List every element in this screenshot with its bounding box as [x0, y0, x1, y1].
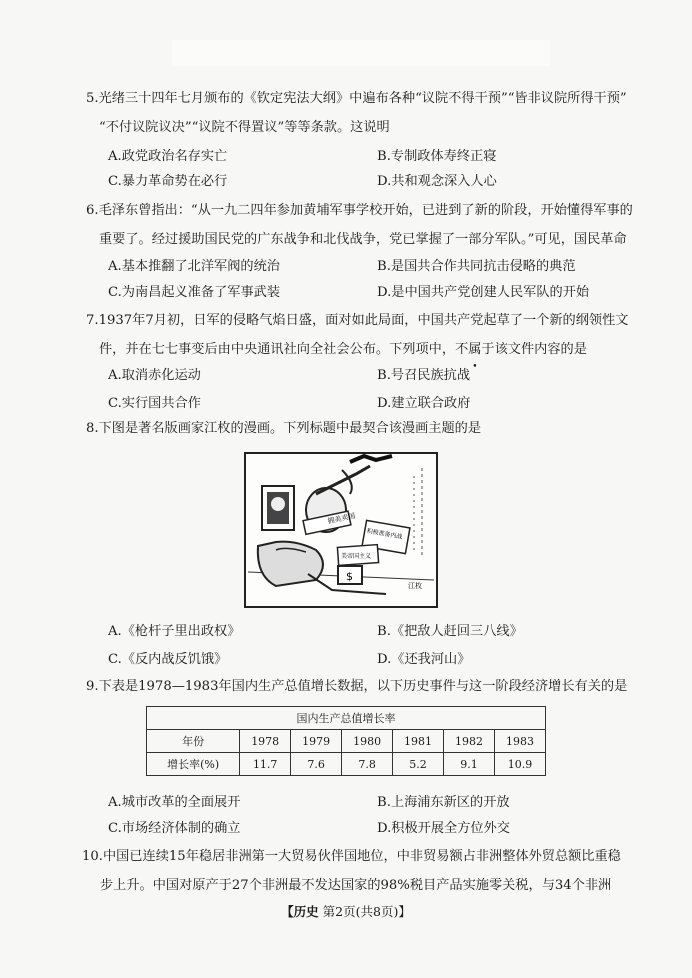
question-7-option-b: B.号召民族抗战 — [377, 368, 471, 383]
cartoon-label-sell-country: 拥美卖国 — [326, 511, 356, 526]
question-7-stem — [86, 306, 642, 364]
cartoon-label-imperialism: 美帝国主义 — [341, 553, 372, 560]
question-7-line-1: 7.1937年7月初，日军的侵略气焰日盛，面对如此局面，中国共产党起草了一个新的纲领性文 — [86, 313, 629, 328]
question-7-line-2 — [86, 335, 642, 364]
gdp-growth-table — [146, 706, 546, 776]
question-10-line-1: 10.中国已连续15年稳居非洲第一大贸易伙伴国地位，中非贸易额占非洲整体外贸总额比重稳 — [82, 849, 621, 864]
footer-subject: 【历史 — [281, 904, 319, 919]
table-cell-rate: 7.6 — [291, 753, 342, 776]
table-cell-year: 1981 — [393, 730, 444, 753]
footer-page-number: 第2页(共8页)】 — [318, 904, 411, 919]
question-7-line-2-start: 件，并在七七事变后由中央通讯社向全社会公布。下列项中， — [99, 342, 456, 357]
table-cell-rate: 5.2 — [393, 753, 444, 776]
question-7-option-d: D.建立联合政府 — [377, 396, 471, 411]
question-8-line-1: 8.下图是著名版画家江枚的漫画。下列标题中最契合该漫画主题的是 — [86, 421, 482, 436]
table-cell-rate: 11.7 — [240, 753, 291, 776]
question-8-stem — [86, 414, 642, 443]
table-cell-rate: 7.8 — [342, 753, 393, 776]
header-blank-band — [172, 40, 550, 66]
table-cell-year: 1983 — [494, 730, 545, 753]
cartoon-drawing — [246, 454, 436, 606]
table-cell-year: 1982 — [444, 730, 495, 753]
question-8-option-c: C.《反内战反饥饿》 — [108, 652, 228, 667]
cartoon-signature: 江枚 — [408, 582, 422, 590]
question-8-option-d: D.《还我河山》 — [377, 652, 471, 667]
question-5-option-b: B.专制政体寿终正寝 — [377, 149, 497, 164]
table-header-year: 年份 — [147, 730, 240, 753]
table-title-row — [147, 707, 546, 730]
table-title: 国内生产总值增长率 — [147, 707, 546, 730]
question-10-line-2: 步上升。中国对原产于27个非洲最不发达国家的98%税目产品实施零关税，与34个非洲 — [100, 878, 612, 893]
table-row-rates — [147, 753, 546, 776]
question-9-option-c: C.市场经济体制的确立 — [108, 821, 241, 836]
question-5-line-2: “不付议院议决”“议院不得置议”等等条款。这说明 — [99, 120, 390, 135]
question-7-option-a: A.取消赤化运动 — [108, 368, 201, 383]
question-6-line-1: 6.毛泽东曾指出：“从一九二四年参加黄埔军事学校开始，已进到了新的阶段，开始懂得军事的 — [86, 203, 633, 218]
question-5-line-1: 5.光绪三十四年七月颁布的《钦定宪法大纲》中遍布各种“议院不得干预”“皆非议院所得干预” — [86, 91, 627, 106]
question-5-option-a: A.政党政治名存实亡 — [108, 149, 228, 164]
table-cell-year: 1979 — [291, 730, 342, 753]
question-9-option-d: D.积极开展全方位外交 — [377, 821, 510, 836]
table-cell-year: 1978 — [240, 730, 291, 753]
question-9-option-a: A.城市改革的全面展开 — [108, 795, 241, 810]
question-6-option-a: A.基本推翻了北洋军阀的统治 — [108, 259, 280, 274]
question-9-option-b: B.上海浦东新区的开放 — [377, 795, 510, 810]
question-5-option-c: C.暴力革命势在必行 — [108, 174, 228, 189]
table-cell-year: 1980 — [342, 730, 393, 753]
cartoon-dollar-sign: $ — [346, 570, 353, 583]
cartoon-image — [244, 452, 438, 608]
question-8-option-a: A.《枪杆子里出政权》 — [108, 624, 241, 639]
question-7-option-c: C.实行国共合作 — [108, 396, 201, 411]
page-footer — [0, 902, 692, 920]
question-6-option-d: D.是中国共产党创建人民军队的开始 — [377, 285, 590, 300]
question-5-option-d: D.共和观念深入人心 — [377, 174, 497, 189]
question-9-stem — [86, 672, 642, 701]
question-6-stem — [86, 196, 642, 254]
table-cell-rate: 10.9 — [494, 753, 545, 776]
question-6-option-b: B.是国共合作共同抗击侵略的典范 — [377, 259, 576, 274]
question-8-option-b: B.《把敌人赶回三八线》 — [377, 624, 523, 639]
question-10-stem — [82, 842, 642, 900]
emphasis-not-belong: 不属于 — [455, 342, 495, 357]
table-row-years — [147, 730, 546, 753]
question-6-option-c: C.为南昌起义准备了军事武装 — [108, 285, 281, 300]
question-7-line-2-end: 该文件内容的是 — [494, 342, 587, 357]
table-cell-rate: 9.1 — [444, 753, 495, 776]
question-5-stem — [86, 84, 642, 142]
question-6-line-2: 重要了。经过援助国民党的广东战争和北伐战争，党已掌握了一部分军队。”可见，国民革命 — [99, 232, 627, 247]
question-9-line-1: 9.下表是1978—1983年国内生产总值增长数据，以下历史事件与这一阶段经济增长有关的是 — [86, 679, 628, 694]
table-header-rate: 增长率(%) — [147, 753, 240, 776]
cartoon-label-civil-war: 积极准备内战 — [366, 527, 403, 541]
